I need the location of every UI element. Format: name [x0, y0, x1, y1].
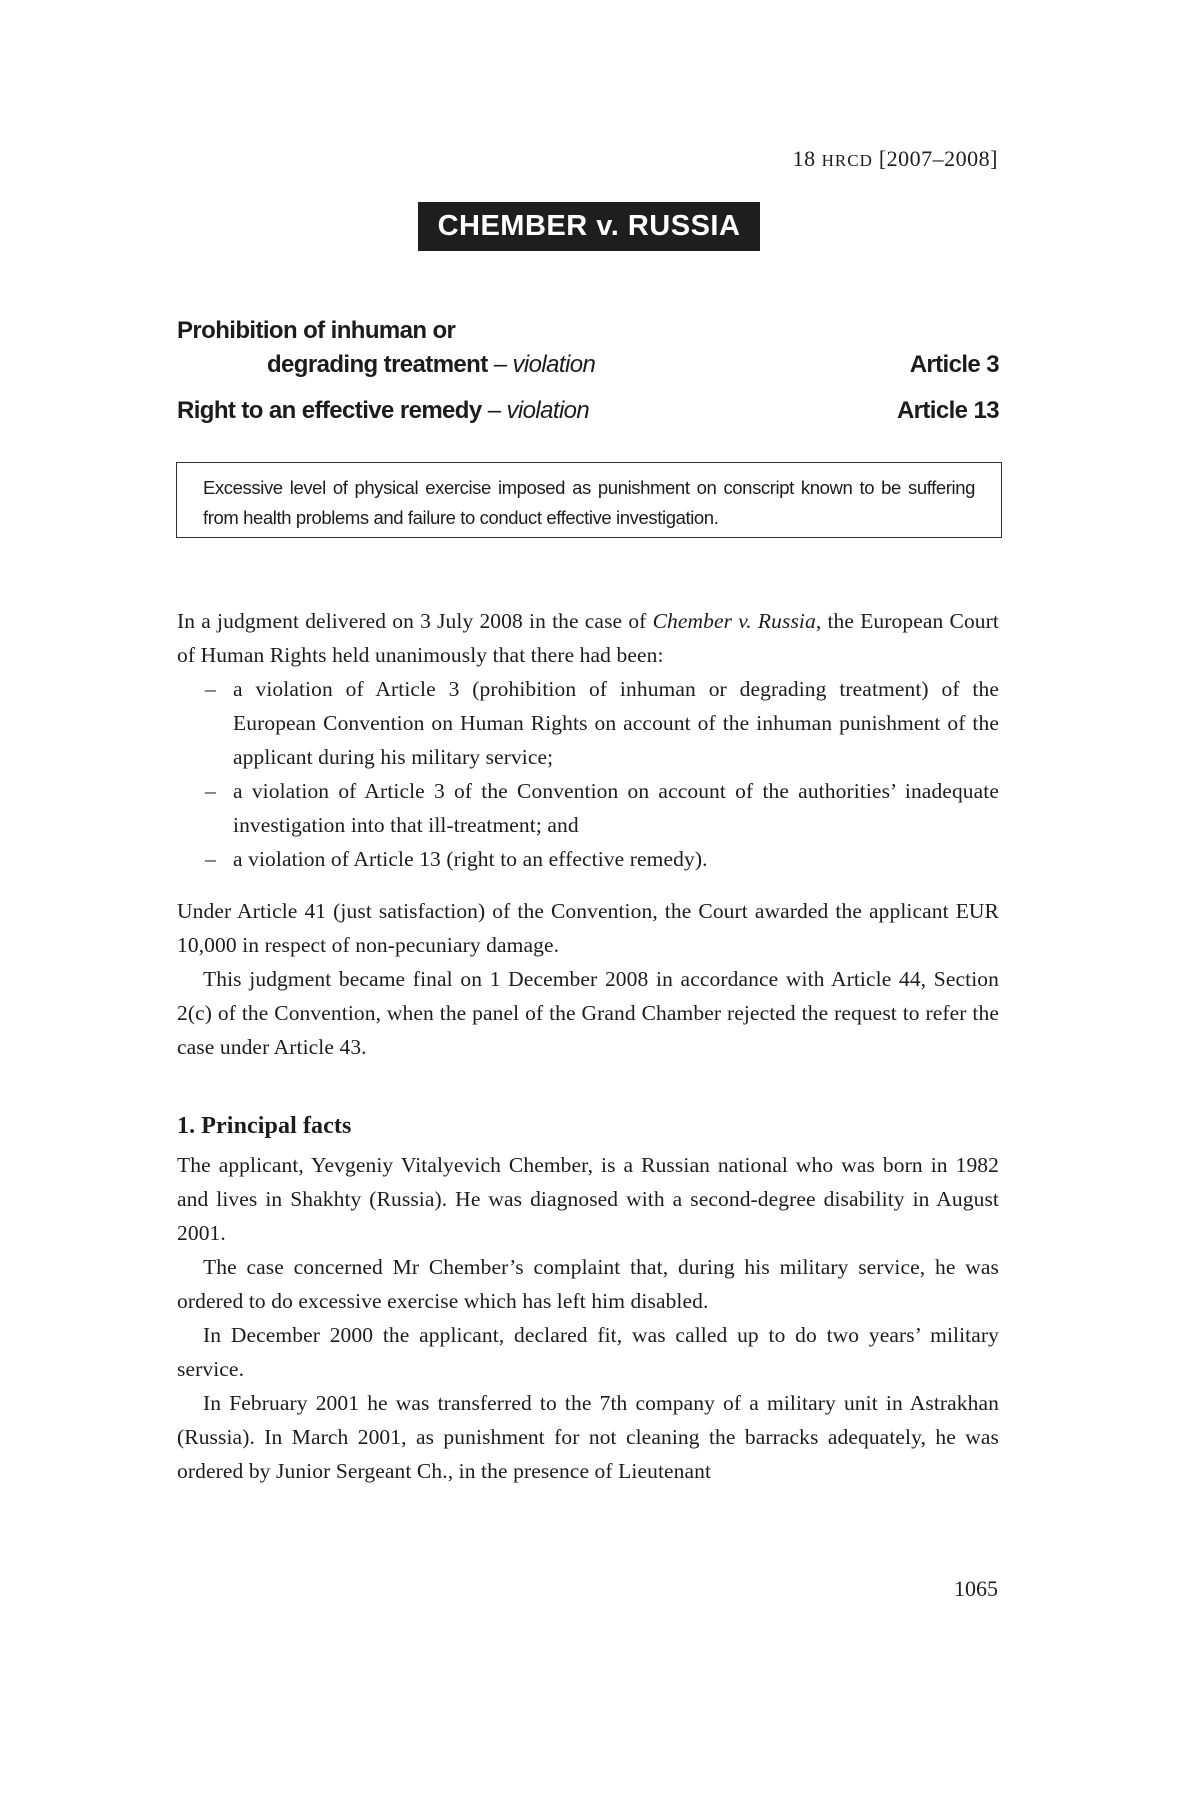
- article-row-1-status: violation: [512, 351, 596, 378]
- article-row-1-dash: –: [487, 351, 513, 378]
- summary-box: Excessive level of physical exercise imposed as punishment on conscript known to be suffering from health problems and failure to conduct effective investigation.: [176, 462, 1002, 538]
- list-item-text: a violation of Article 3 of the Convention on account of the authorities’ inadequate investigation into that ill-treatment; and: [233, 779, 999, 837]
- case-title: CHEMBER v. RUSSIA: [418, 202, 760, 251]
- article-row-1-line-1: Prohibition of inhuman or: [177, 317, 456, 344]
- facts-paragraph: The applicant, Yevgeniy Vitalyevich Chember, is a Russian national who was born in 1982 and lives in Shakhty (Russia). He was diagnosed with a second-degree disability in August 2001.: [177, 1153, 999, 1245]
- spacer: [177, 876, 999, 894]
- journal-abbrev: HRCD: [821, 151, 873, 170]
- volume-number: 18: [792, 146, 816, 171]
- list-item-text: a violation of Article 3 (prohibition of inhuman or degrading treatment) of the European Convention on Human Rights on account of the inhuman punishment of the applicant during his military service;: [233, 677, 999, 769]
- satisfaction-paragraph: Under Article 41 (just satisfaction) of the Convention, the Court awarded the applicant EUR 10,000 in respect of non-pecuniary damage.: [177, 899, 999, 957]
- facts-paragraph: In December 2000 the applicant, declared fit, was called up to do two years’ military service.: [177, 1323, 999, 1381]
- articles-block: [177, 314, 999, 428]
- list-item: [177, 774, 999, 842]
- list-dash: –: [205, 677, 216, 701]
- case-name: Chember v. Russia: [652, 609, 816, 633]
- volume-years: [2007–2008]: [878, 146, 998, 171]
- list-dash: –: [205, 847, 216, 871]
- finality-paragraph: This judgment became final on 1 December 2008 in accordance with Article 44, Section 2(c) of the Convention, when the panel of the Grand Chamber rejected the request to refer the case under Article 43.: [177, 967, 999, 1059]
- article-row-1-line-2: degrading treatment: [267, 351, 488, 378]
- article-row-2-status: violation: [506, 397, 590, 424]
- article-row-2-label: Right to an effective remedy: [177, 397, 482, 424]
- list-item: [177, 842, 999, 876]
- holdings-list: [177, 672, 999, 876]
- intro-after-case: , the European Court of Human Rights held unanimously that there had been:: [177, 609, 999, 667]
- facts-paragraph: In February 2001 he was transferred to the 7th company of a military unit in Astrakhan (Russia). In March 2001, as punishment for not cleaning the barracks adequately, he was ordered by Junior Sergeant Ch., in the presence of Lieutenant: [177, 1391, 999, 1483]
- article-row-1-label: [177, 348, 595, 382]
- list-item-text: a violation of Article 13 (right to an effective remedy).: [233, 847, 708, 871]
- list-dash: –: [205, 779, 216, 803]
- intro-before-case: In a judgment delivered on 3 July 2008 in the case of: [177, 609, 653, 633]
- article-row-2-label-wrap: [177, 394, 589, 428]
- intro-paragraph: [177, 604, 999, 672]
- list-item: [177, 672, 999, 774]
- page-number: 1065: [954, 1576, 998, 1601]
- body-text: [177, 604, 999, 1488]
- article-row-2-dash: –: [481, 397, 507, 424]
- article-row-1: [177, 348, 999, 382]
- article-row-1-article: Article 3: [909, 351, 999, 378]
- section-heading: 1. Principal facts: [177, 1113, 352, 1139]
- article-row-2: [177, 394, 999, 428]
- running-head: [793, 146, 998, 172]
- facts-paragraph: The case concerned Mr Chember’s complaint that, during his military service, he was ordered to do excessive exercise which has left him disabled.: [177, 1255, 999, 1313]
- article-row-2-article: Article 13: [896, 397, 999, 424]
